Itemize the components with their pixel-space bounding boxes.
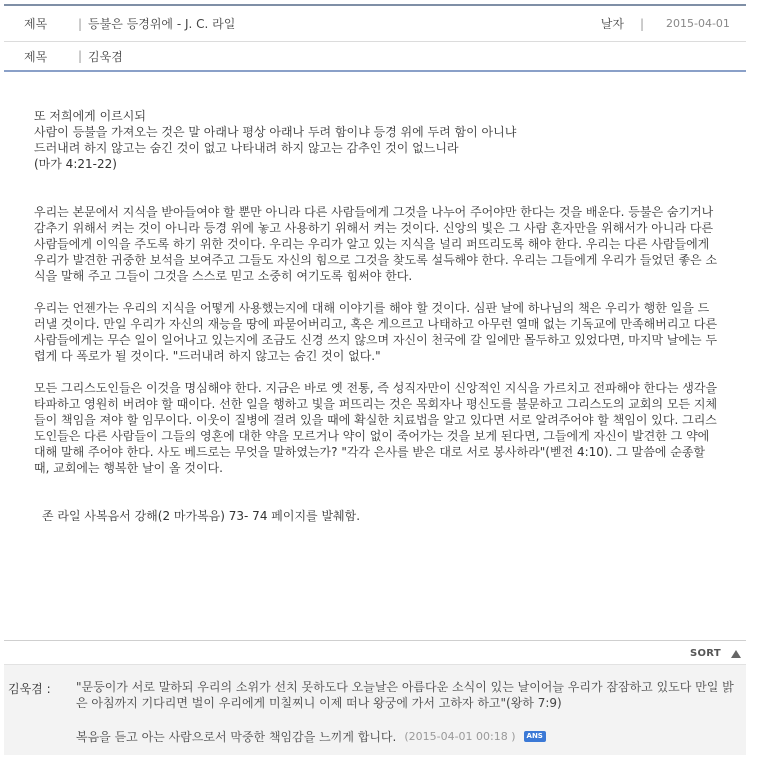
- author-row: [4, 42, 746, 72]
- sort-button[interactable]: [690, 648, 741, 659]
- answer-button[interactable]: ANS: [524, 731, 546, 742]
- separator: |: [639, 16, 644, 31]
- comment-text: "문둥이가 서로 말하되 우리의 소위가 선치 못하도다 오늘날은 아름다운 소식이 있는 날이어늘 우리가 잠잠하고 있도다 만일 밝은 아침까지 기다리면 벌이 우리에게 미칠찌니 이제 떠나 왕궁에 가서 고하자 하고"(왕하 7:9): [76, 680, 734, 710]
- comment-item: [4, 664, 746, 755]
- scripture-quote: [34, 108, 718, 172]
- separator: |: [78, 49, 83, 63]
- verse-line: 사람이 등불을 가져오는 것은 말 아래나 평상 아래나 두려 함이냐 등경 위에 두려 함이 아니냐: [34, 125, 517, 139]
- separator: |: [78, 16, 83, 31]
- paragraph: 우리는 본문에서 지식을 받아들여야 할 뿐만 아니라 다른 사람들에게 그것을 나누어 주어야만 한다는 것을 배운다. 등불은 숨기거나 감추기 위해서 켜는 것이 아니라 등경 위에 놓고 사용하기 위해서 켜는 것이다. 신앙의 빛은 그 사람 혼자만을 위해서가 아니라 다른 사람들에게 이익을 주도록 하기 위한 것이다. 우리는 우리가 알고 있는 지식을 널리 퍼뜨리도록 해야 한다. 우리는 다른 사람들에게 우리가 발견한 귀중한 보석을 보여주고 그들도 자신의 힘으로 그것을 찾도록 설득해야 한다. 우리는 그들에게 우리가 들었던 좋은 소식을 말해 주고 그들이 그것을 스스로 믿고 소중히 여기도록 힘써야 한다.: [34, 205, 718, 283]
- comment-reply: 복음을 듣고 아는 사람으로서 막중한 책임감을 느끼게 합니다.: [76, 730, 397, 744]
- date-label: 날자: [600, 17, 624, 31]
- comments-divider: [4, 640, 746, 641]
- paragraph: 우리는 언젠가는 우리의 지식을 어떻게 사용했는지에 대해 이야기를 해야 할 것이다. 심판 날에 하나님의 책은 우리가 행한 일을 드러낼 것이다. 만일 우리가 자신의 재능을 땅에 파묻어버리고, 혹은 게으르고 나태하고 아무런 열매 없는 기독교에 만족해버리고 다른 사람들에게는 무슨 일이 일어나고 있는지에 조금도 신경 쓰지 않으며 자신이 천국에 갈 일에만 몰두하고 있었다면, 마지막 날에는 두렵게 다 폭로가 될 것이다. "드러내려 하지 않고는 숨긴 것이 없다.": [34, 301, 718, 363]
- sort-label: SORT: [690, 648, 721, 659]
- author-label: 제목: [24, 49, 48, 64]
- article-body: [34, 108, 718, 524]
- author-name: 김욱겸: [88, 49, 123, 64]
- comment-author: 김욱겸 :: [8, 682, 51, 696]
- comment-date: (2015-04-01 00:18 ): [404, 730, 516, 743]
- title-row: [4, 4, 746, 42]
- paragraph: 모든 그리스도인들은 이것을 명심해야 한다. 지금은 바로 옛 전통, 즉 성직자만이 신앙적인 지식을 가르치고 전파해야 한다는 생각을 타파하고 영원히 버려야 할 때이다. 선한 일을 행하고 빛을 퍼뜨리는 것은 목회자나 평신도를 불문하고 그리스도의 교회의 모든 지체들이 책임을 져야 할 임무이다. 이웃이 질병에 걸려 있을 때에 확실한 치료법을 알고 있다면 서로 알려주어야 할 책임이 있다. 그리스도인들은 다른 사람들이 그들의 영혼에 대한 약을 모르거나 약이 없이 죽어가는 것을 보게 된다면, 그들에게 자신이 발견한 그 약에 대해 말해 주어야 한다. 사도 베드로는 무엇을 말하였는가? "각각 은사를 받은 대로 서로 봉사하라"(벧전 4:10). 그 말씀에 순종할 때, 교회에는 행복한 날이 올 것이다.: [34, 381, 718, 475]
- verse-line: 또 저희에게 이르시되: [34, 109, 146, 123]
- verse-line: 드러내려 하지 않고는 숨긴 것이 없고 나타내려 하지 않고는 감추인 것이 없느니라: [34, 141, 459, 155]
- comment-reply-line: [76, 728, 546, 745]
- title-label: 제목: [24, 17, 48, 31]
- source-note: 존 라일 사복음서 강해(2 마가복음) 73- 74 페이지를 발췌함.: [42, 509, 361, 523]
- page-title: 등불은 등경위에 - J. C. 라일: [88, 17, 236, 31]
- sort-triangle-icon: [731, 650, 741, 658]
- verse-reference: (마가 4:21-22): [34, 157, 117, 171]
- post-date: 2015-04-01: [666, 17, 730, 30]
